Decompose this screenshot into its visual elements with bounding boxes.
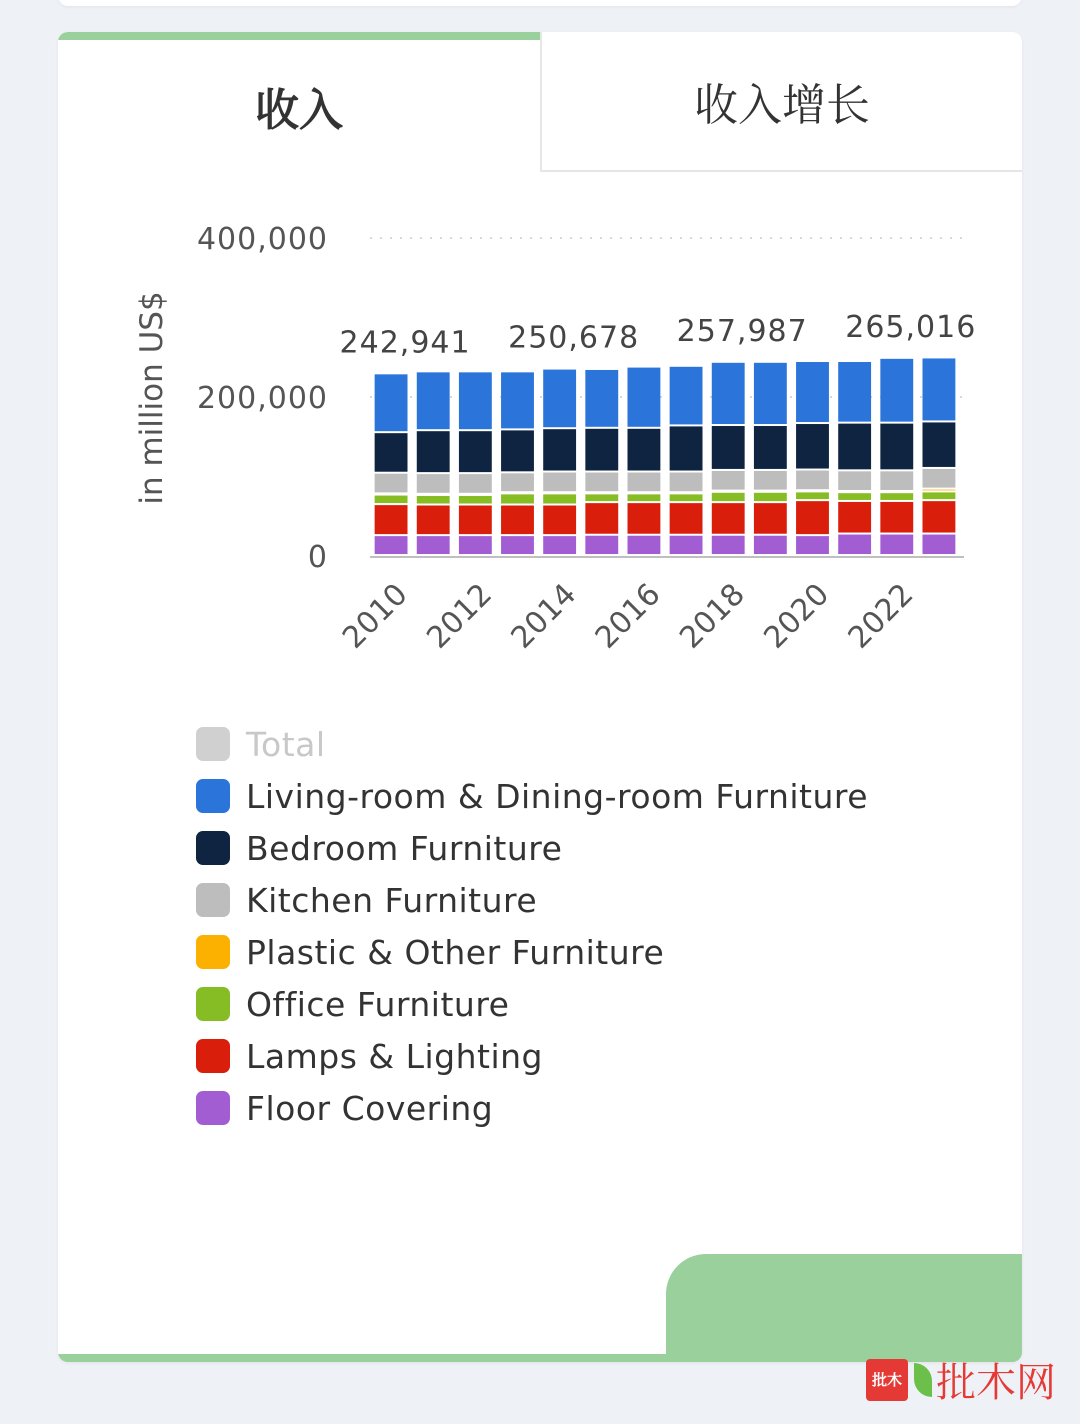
bar-segment bbox=[838, 493, 871, 500]
bar-segment bbox=[922, 501, 955, 532]
bar-segment bbox=[459, 372, 492, 429]
legend-item[interactable] bbox=[196, 822, 868, 874]
bar-segment bbox=[670, 503, 703, 534]
legend-item[interactable] bbox=[196, 926, 868, 978]
bar-segment bbox=[501, 372, 534, 428]
bar-segment bbox=[459, 431, 492, 472]
y-tick-label: 0 bbox=[307, 540, 328, 575]
legend-swatch bbox=[196, 831, 230, 865]
x-tick-label: 2014 bbox=[504, 576, 584, 656]
legend-label: Kitchen Furniture bbox=[246, 880, 538, 920]
bar-segment bbox=[375, 374, 408, 431]
bar-segment bbox=[796, 424, 829, 469]
chart-legend bbox=[196, 718, 868, 1134]
y-tick-label: 400,000 bbox=[196, 222, 328, 257]
bar-segment bbox=[796, 492, 829, 499]
bar-segment bbox=[585, 370, 618, 427]
bar-segment bbox=[627, 429, 660, 471]
bar-segment bbox=[585, 503, 618, 534]
bar-segment bbox=[585, 429, 618, 471]
bar-segment bbox=[838, 535, 871, 554]
legend-swatch bbox=[196, 779, 230, 813]
bar-segment bbox=[585, 536, 618, 554]
bar-segment bbox=[459, 536, 492, 554]
legend-item[interactable] bbox=[196, 978, 868, 1030]
bar-segment bbox=[543, 473, 576, 492]
decorative-corner bbox=[666, 1254, 1022, 1362]
legend-label: Bedroom Furniture bbox=[246, 828, 563, 868]
total-data-label: 242,941 bbox=[339, 325, 471, 361]
x-tick-label: 2018 bbox=[673, 576, 752, 656]
total-data-label: 250,678 bbox=[508, 320, 640, 356]
bar-segment bbox=[838, 424, 871, 470]
bar-segment bbox=[627, 536, 660, 554]
legend-label: Floor Covering bbox=[246, 1088, 494, 1128]
bar-segment bbox=[712, 363, 745, 424]
legend-item[interactable] bbox=[196, 874, 868, 926]
chart-card bbox=[58, 32, 1022, 1362]
bar-segment bbox=[627, 368, 660, 427]
bar-segment bbox=[501, 473, 534, 491]
legend-label: Living-room & Dining-room Furniture bbox=[246, 776, 869, 816]
bar-segment bbox=[417, 474, 450, 493]
tab-revenue[interactable]: 收入 bbox=[58, 32, 540, 172]
bar-segment bbox=[459, 496, 492, 504]
bar-segment bbox=[754, 426, 787, 469]
bar-segment bbox=[838, 362, 871, 422]
legend-item[interactable] bbox=[196, 1030, 868, 1082]
bar-segment bbox=[712, 493, 745, 501]
bar-segment bbox=[375, 474, 408, 493]
bar-segment bbox=[796, 362, 829, 422]
x-tick-label: 2010 bbox=[335, 576, 415, 656]
bar-segment bbox=[417, 536, 450, 554]
bar-segment bbox=[754, 536, 787, 554]
bar-segment bbox=[922, 422, 955, 467]
legend-item[interactable] bbox=[196, 1082, 868, 1134]
bar-segment bbox=[417, 372, 450, 429]
bar-segment bbox=[627, 503, 660, 534]
bar-segment bbox=[796, 501, 829, 534]
bar-segment bbox=[922, 535, 955, 554]
bar-segment bbox=[880, 424, 913, 470]
bar-segment bbox=[543, 494, 576, 503]
bar-segment bbox=[375, 496, 408, 504]
legend-label: Office Furniture bbox=[246, 984, 510, 1024]
legend-swatch bbox=[196, 935, 230, 969]
bar-segment bbox=[459, 506, 492, 535]
bar-segment bbox=[375, 505, 408, 534]
previous-card-edge bbox=[58, 0, 1022, 6]
legend-swatch bbox=[196, 727, 230, 761]
legend-swatch bbox=[196, 883, 230, 917]
bar-segment bbox=[501, 494, 534, 503]
bar-segment bbox=[417, 506, 450, 535]
legend-label: Lamps & Lighting bbox=[246, 1036, 543, 1076]
bar-segment bbox=[712, 471, 745, 490]
bar-segment bbox=[417, 431, 450, 472]
y-axis-title: in million US$ bbox=[134, 291, 170, 505]
bar-segment bbox=[543, 506, 576, 535]
bar-segment bbox=[585, 494, 618, 501]
stacked-bar-chart bbox=[58, 32, 1022, 712]
legend-swatch bbox=[196, 1091, 230, 1125]
legend-label: Total bbox=[246, 724, 326, 764]
bar-segment bbox=[712, 503, 745, 534]
x-tick-label: 2020 bbox=[757, 576, 837, 656]
bar-segment bbox=[417, 496, 450, 504]
bar-segment bbox=[922, 492, 955, 499]
bar-segment bbox=[880, 471, 913, 490]
bar-segment bbox=[922, 469, 955, 488]
bar-segment bbox=[543, 536, 576, 554]
bar-segment bbox=[670, 426, 703, 470]
bar-segment bbox=[670, 536, 703, 554]
bar-segment bbox=[670, 473, 703, 492]
watermark bbox=[866, 1351, 1056, 1408]
bar-segment bbox=[880, 493, 913, 500]
bar-segment bbox=[922, 490, 955, 491]
bar-segment bbox=[459, 474, 492, 493]
bar-segment bbox=[754, 493, 787, 501]
x-tick-label: 2016 bbox=[588, 576, 668, 656]
bar-segment bbox=[375, 536, 408, 554]
bar-segment bbox=[880, 535, 913, 554]
bar-segment bbox=[670, 367, 703, 425]
total-data-label: 265,016 bbox=[845, 309, 977, 345]
bar-segment bbox=[712, 536, 745, 554]
bar-segment bbox=[501, 430, 534, 471]
bar-segment bbox=[796, 471, 829, 490]
bar-segment bbox=[880, 502, 913, 533]
bar-segment bbox=[585, 473, 618, 492]
x-tick-label: 2012 bbox=[420, 576, 500, 656]
legend-item[interactable] bbox=[196, 718, 868, 770]
bar-segment bbox=[375, 433, 408, 472]
legend-swatch bbox=[196, 1039, 230, 1073]
bar-segment bbox=[501, 536, 534, 554]
bar-segment bbox=[880, 359, 913, 422]
legend-swatch bbox=[196, 987, 230, 1021]
bar-segment bbox=[627, 494, 660, 501]
bar-segment bbox=[796, 536, 829, 554]
bar-segment bbox=[627, 473, 660, 492]
tab-revenue-growth[interactable]: 收入增长 bbox=[540, 32, 1022, 172]
bar-segment bbox=[543, 429, 576, 470]
x-tick-label: 2022 bbox=[841, 576, 921, 656]
total-data-label: 257,987 bbox=[676, 313, 808, 349]
bar-segment bbox=[501, 506, 534, 535]
bar-segment bbox=[838, 502, 871, 533]
bar-segment bbox=[838, 471, 871, 490]
legend-item[interactable] bbox=[196, 770, 868, 822]
bar-segment bbox=[543, 370, 576, 428]
watermark-text: 批木网 bbox=[936, 1360, 1056, 1406]
bar-segment bbox=[922, 358, 955, 420]
bar-segment bbox=[754, 363, 787, 424]
y-tick-label: 200,000 bbox=[196, 381, 328, 416]
legend-label: Plastic & Other Furniture bbox=[246, 932, 665, 972]
bar-segment bbox=[754, 471, 787, 490]
bar-segment bbox=[670, 494, 703, 501]
watermark-logo: 批木 bbox=[866, 1359, 908, 1401]
leaf-icon bbox=[914, 1363, 932, 1397]
bar-segment bbox=[712, 426, 745, 469]
bar-segment bbox=[754, 503, 787, 534]
